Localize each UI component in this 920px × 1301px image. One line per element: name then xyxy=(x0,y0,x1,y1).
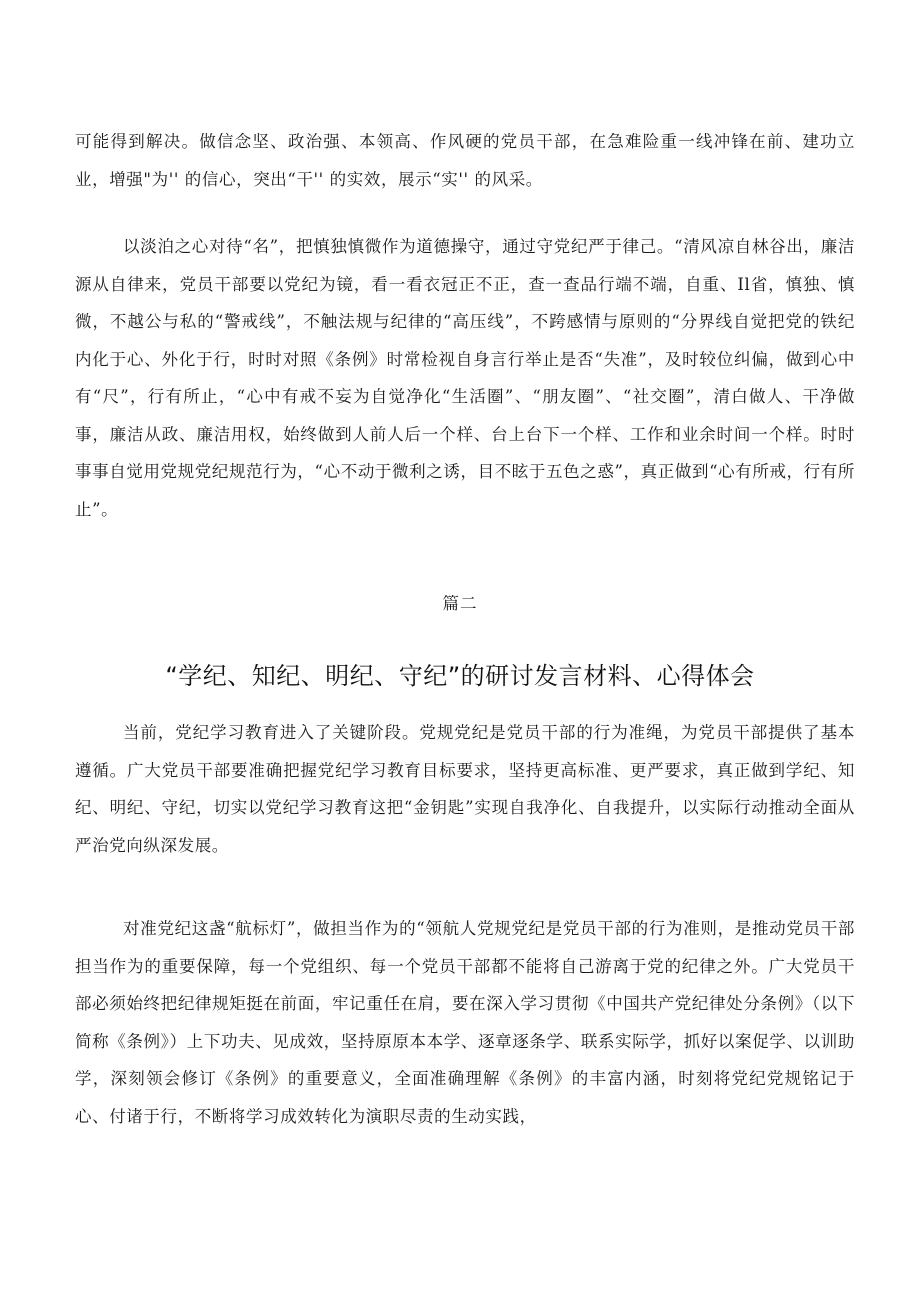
paragraph-intro: 当前，党纪学习教育进入了关键阶段。党规党纪是党员干部的行为准绳，为党员干部提供了基本遵循。广大党员干部要准确把握党纪学习教育目标要求，坚持更高标准、更严要求，真正做到学纪、知纪、明纪、守纪，切实以党纪学习教育这把“金钥匙”实现自我净化、自我提升，以实际行动推动全面从严治党向纵深发展。 xyxy=(75,723,855,855)
section-label: 篇二 xyxy=(442,594,478,613)
paragraph-beacon: 对准党纪这盏“航标灯”，做担当作为的“领航人党规党纪是党员干部的行为准则，是推动党员干部担当作为的重要保障，每一个党组织、每一个党员干部都不能将自己游离于党的纪律之外。广大党员干部必须始终把纪律规矩挺在前面，牢记重任在肩，要在深入学习贯彻《中国共产党纪律处分条例》（以下简称《条例》）上下功夫、见成效，坚持原原本本学、逐章逐条学、联系实际学，抓好以案促学、以训助学，深刻领会修订《条例》的重要意义，全面准确理解《条例》的丰富内涵，时刻将党纪党规铭记于心、付诸于行，不断将学习成效转化为演职尽责的生动实践， xyxy=(75,919,855,1126)
paragraph-continuation: 可能得到解决。做信念坚、政治强、本领高、作风硬的党员干部，在急难险重一线冲锋在前、建功立业，增强"为'' 的信心，突出“干'' 的实效，展示“实'' 的风采。 xyxy=(75,132,855,189)
article-title: “学纪、知纪、明纪、守纪”的研讨发言材料、心得体会 xyxy=(165,662,755,690)
paragraph-self-discipline: 以淡泊之心对待“名”，把慎独慎微作为道德操守，通过守党纪严于律己。“清风凉自林谷出，廉洁源从自律来，党员干部要以党纪为镜，看一看衣冠正不正，查一查品行端不端，自重、Il省，慎独、慎微，不越公与私的“警戒线”，不触法规与纪律的“高压线”，不跨感情与原则的“分界线自觉把党的铁纪内化于心、外化于行，时时对照《条例》时常检视自身言行举止是否“失准”，及时较位纠偏，做到心中有“尺”，行有所止，“心中有戒不妄为自觉净化“生活圈”、“朋友圈”、“社交圈”，清白做人、干净做事，廉洁从政、廉洁用权，始终做到人前人后一个样、台上台下一个样、工作和业余时间一个样。时时事事自觉用党规党纪规范行为，“心不动于微利之诱，目不眩于五色之惑”，真正做到“心有所戒，行有所止”。 xyxy=(75,237,855,519)
